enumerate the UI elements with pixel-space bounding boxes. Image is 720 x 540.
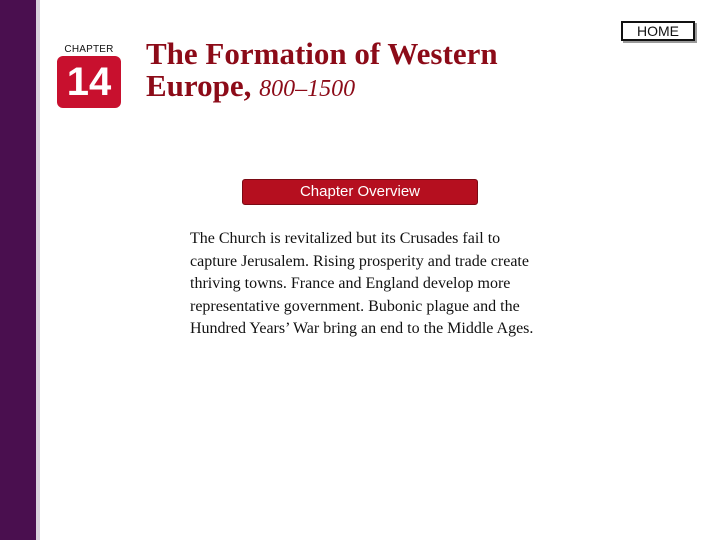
chapter-overview-tab[interactable]: Chapter Overview (242, 179, 478, 205)
chapter-badge (57, 56, 121, 108)
left-sidebar-band (0, 0, 36, 540)
overview-paragraph: The Church is revitalized but its Crusades fail to capture Jerusalem. Rising prosperity and trade create thriving towns. France and England develop more representative government. Bubonic plague and the Hundred Years’ War bring an end to the Middle Ages. (190, 230, 534, 337)
page-title (146, 38, 606, 105)
title-dates: 800–1500 (259, 76, 356, 102)
home-button[interactable]: HOME (621, 21, 695, 41)
chapter-number: 14 (66, 60, 112, 104)
chapter-label: CHAPTER (64, 44, 114, 55)
title-main: The Formation of Western Europe, (146, 36, 498, 103)
sidebar-edge (36, 0, 40, 540)
